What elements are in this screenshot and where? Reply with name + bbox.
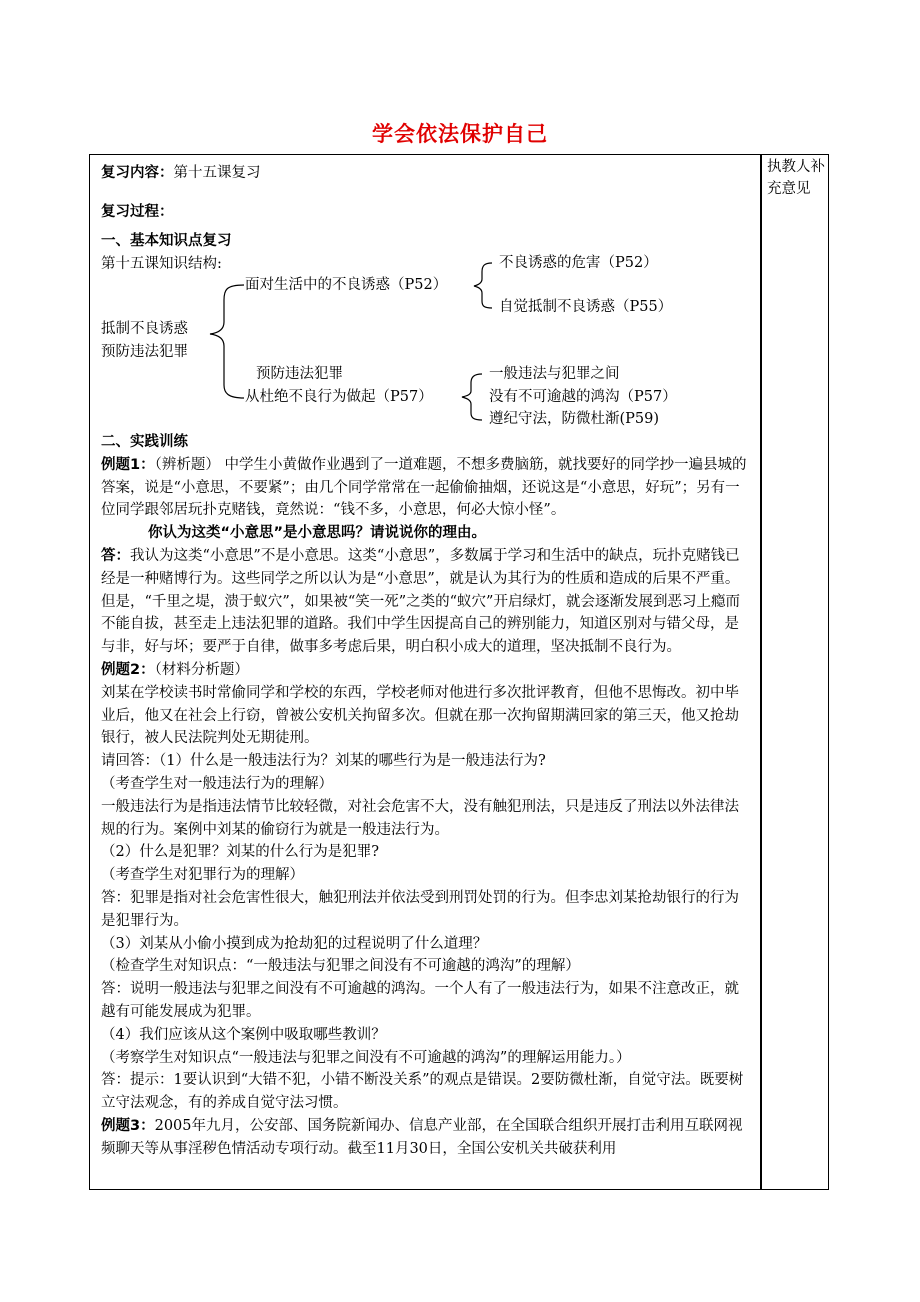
question1-answer: 一般违法行为是指违法情节比较轻微，对社会危害不大，没有触犯刑法，只是违反了刑法以外法律法规的行为。案例中刘某的偷窃行为就是一般违法行为。 xyxy=(101,798,739,838)
question2: （2）什么是犯罪？刘某的什么行为是犯罪? xyxy=(101,844,379,861)
example1-answer-text: 我认为这类“小意思”不是小意思。这类“小意思”，多数属于学习和生活中的缺点，玩扑克赌钱已经是一种赌博行为。这些同学之所以认为是“小意思”，就是认为其行为的性质和造成的后果不严重。但是，“千里之堤，溃于蚁穴”，如果被“笑一死”之类的“蚁穴”开启绿灯，就会逐渐发展到恶习上瘾而不能自拔，甚至走上违法犯罪的道路。我们中学生因提高自己的辨别能力，知道区别对与错父母，是与非，好与坏；要严于自律，做事多考虑后果，明白积小成大的道理，坚决抵制不良行为。 xyxy=(101,547,740,656)
branch1-leaf2: 自觉抵制不良诱惑（P55） xyxy=(499,299,673,315)
question1-note: （考查学生对一般违法行为的理解） xyxy=(101,775,333,792)
example2-heading xyxy=(101,659,751,682)
teacher-notes-label: 执教人补充意见 xyxy=(767,159,825,197)
question3-answer: 答：说明一般违法与犯罪之间没有不可逾越的鸿沟。一个人有了一般违法行为，如果不注意改正，就越有可能发展成为犯罪。 xyxy=(101,981,739,1020)
example1-text: （辨析题） 中学生小黄做作业遇到了一道难题，不想多费脑筋，就找要好的同学抄一遍县城的答案，说是“小意思，不要紧”；由几个同学常常在一起偷偷抽烟，还说这是“小意思，好玩”；另有一位同学跟邻居玩扑克赌钱，竟然说：“钱不多，小意思，何必大惊小怪”。 xyxy=(101,456,747,519)
question2-answer: 答：犯罪是指对社会危害性很大，触犯刑法并依法受到刑罚处罚的行为。但李忠刘某抢劫银行的行为是犯罪行为。 xyxy=(101,889,739,929)
question3: （3）刘某从小偷小摸到成为抢劫犯的过程说明了什么道理？ xyxy=(101,935,488,952)
branch2-leaf1: 一般违法与犯罪之间 xyxy=(489,366,620,382)
branch1: 面对生活中的不良诱惑（P52） xyxy=(245,277,448,293)
question4-note: （考察学生对知识点“一般违法与犯罪之间没有不可逾越的鸿沟”的理解运用能力。） xyxy=(101,1049,631,1066)
example3-label: 例题3： xyxy=(101,1117,155,1134)
answer-label: 答： xyxy=(101,547,130,564)
question1: 请回答：（1）什么是一般违法行为？刘某的哪些行为是一般违法行为? xyxy=(101,753,546,770)
root-line2: 预防违法犯罪 xyxy=(101,344,188,360)
brace-branch2 xyxy=(462,374,482,420)
example2-text: 刘某在学校读书时常偷同学和学校的东西，学校老师对他进行多次批评教育，但他不思悔改。初中毕业后，他又在社会上行窃，曾被公安机关拘留多次。但就在那一次拘留期满回家的第三天，他又抢劫银行，被人民法院判处无期徒刑。 xyxy=(101,684,739,747)
question4-answer: 答：提示：1要认识到“大错不犯，小错不断没关系”的观点是错误。2要防微杜渐，自觉守法。既要树立守法观念，有的养成自觉守法习惯。 xyxy=(101,1072,744,1112)
example2-type: （材料分析题） xyxy=(154,661,249,678)
example3-text: 2005年九月，公安部、国务院新闻办、信息产业部，在全国联合组织开展打击利用互联网视频聊天等从事淫秽色情活动专项行动。截至11月30日，全国公安机关共破获利用 xyxy=(101,1117,743,1157)
example3 xyxy=(101,1115,751,1161)
brace-main xyxy=(210,285,244,398)
section1-heading: 一、基本知识点复习 xyxy=(101,233,232,249)
branch2-line1: 预防违法犯罪 xyxy=(256,366,343,382)
structure-label: 第十五课知识结构: xyxy=(101,255,222,272)
question4: （4）我们应该从这个案例中吸取哪些教训？ xyxy=(101,1026,386,1043)
structure-braces xyxy=(0,0,920,440)
brace-branch1 xyxy=(474,263,492,308)
branch2-line2: 从杜绝不良行为做起（P57） xyxy=(245,389,433,405)
page-title: 学会依法保护自己 xyxy=(372,122,548,146)
content-label: 复习内容： xyxy=(101,165,174,181)
example1 xyxy=(101,454,751,522)
process-label: 复习过程： xyxy=(101,204,174,220)
branch2-leaf2: 没有不可逾越的鸿沟（P57） xyxy=(489,389,677,405)
example2-label: 例题2： xyxy=(101,661,155,678)
branch1-leaf1: 不良诱惑的危害（P52） xyxy=(499,255,658,271)
root-line1: 抵制不良诱惑 xyxy=(101,321,188,337)
content-value: 第十五课复习 xyxy=(173,165,261,181)
branch2-leaf3: 遵纪守法，防微杜渐(P59) xyxy=(489,411,660,427)
example1-question: 你认为这类“小意思”是小意思吗？请说说你的理由。 xyxy=(148,525,487,542)
example1-answer xyxy=(101,545,751,659)
section2-heading: 二、实践训练 xyxy=(101,434,188,450)
section2 xyxy=(101,431,751,1161)
question3-note: （检查学生对知识点：“一般违法与犯罪之间没有不可逾越的鸿沟”的理解） xyxy=(101,958,580,975)
example1-label: 例题1： xyxy=(101,456,155,473)
question2-note: （考查学生对犯罪行为的理解） xyxy=(101,867,304,884)
